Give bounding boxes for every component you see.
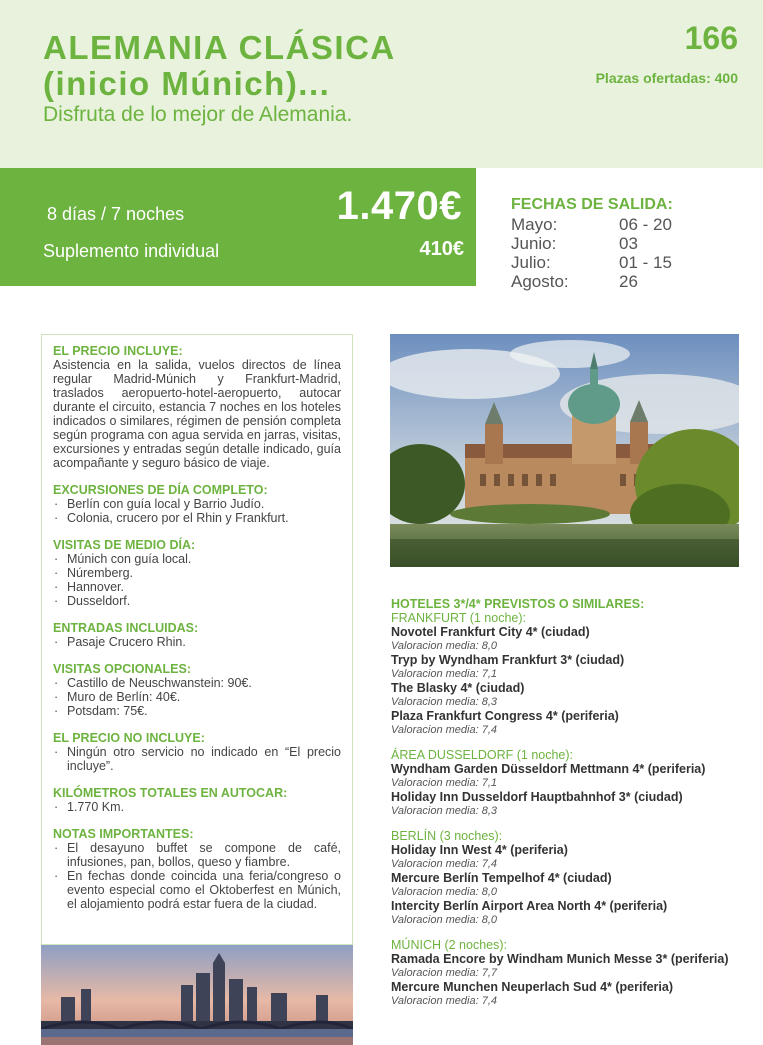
price-box (0, 168, 476, 286)
hotel-name: Mercure Berlín Tempelhof 4* (ciudad) (391, 871, 612, 885)
hotel-rating: Valoracion media: 8,0 (391, 914, 497, 926)
city-hall-photo (390, 334, 739, 567)
date-row (511, 272, 741, 291)
hotel-rating: Valoracion media: 7,4 (391, 724, 497, 736)
hotel-group-berlin (391, 829, 751, 927)
hotels-title: HOTELES 3*/4* PREVISTOS O SIMILARES: (391, 597, 645, 611)
tickets-section (53, 621, 341, 649)
list-item: · Ningún otro servicio no indicado en “El precio incluye”. (53, 745, 341, 773)
title-line-1: ALEMANIA CLÁSICA (43, 29, 396, 66)
includes-section (53, 344, 341, 470)
list-item: · Potsdam: 75€. (53, 704, 341, 718)
list-item: · Dusseldorf. (53, 594, 341, 608)
list-item: · Pasaje Crucero Rhin. (53, 635, 341, 649)
hotel-group-frankfurt (391, 611, 751, 737)
title-line-2: (inicio Múnich)... (43, 65, 331, 102)
hotel-name: The Blasky 4* (ciudad) (391, 681, 525, 695)
hotel-rating: Valoracion media: 8,0 (391, 886, 497, 898)
hotel-name: Mercure Munchen Neuperlach Sud 4* (periferia) (391, 980, 674, 994)
hotel-rating: Valoracion media: 8,3 (391, 696, 497, 708)
trip-duration: 8 días / 7 noches (47, 204, 185, 224)
list-item: · El desayuno buffet se compone de café, infusiones, pan, bollos, queso y fiambre. (53, 841, 341, 869)
hotel-rating: Valoracion media: 8,0 (391, 640, 497, 652)
hotel-rating: Valoracion media: 8,3 (391, 805, 497, 817)
page-subtitle: Disfruta de lo mejor de Alemania. (43, 103, 353, 126)
hotels-section (391, 597, 751, 1019)
date-month: Agosto: (511, 272, 569, 291)
hotel-name: Holiday Inn Dusseldorf Hauptbahnhof 3* (ciudad) (391, 790, 683, 804)
trip-price: 1.470€ (336, 184, 462, 228)
notes-section (53, 827, 341, 911)
hotel-name: Ramada Encore by Windham Munich Messe 3* (periferia) (391, 952, 729, 966)
hotel-name: Intercity Berlín Airport Area North 4* (periferia) (391, 899, 668, 913)
hotel-name: Novotel Frankfurt City 4* (ciudad) (391, 625, 590, 639)
date-month: Junio: (511, 234, 557, 253)
hotel-rating: Valoracion media: 7,1 (391, 668, 497, 680)
date-days: 03 (619, 234, 638, 253)
list-item: · 1.770 Km. (53, 800, 341, 814)
list-item: · En fechas donde coincida una feria/congreso o evento especial como el Oktoberfest en Múnich, el alojamiento podrá estar fuera de la ciudad. (53, 869, 341, 911)
list-item: · Núremberg. (53, 566, 341, 580)
page-number: 166 (684, 20, 738, 56)
date-days: 01 - 15 (619, 253, 672, 272)
date-month: Julio: (511, 253, 551, 272)
hotel-group-munich (391, 938, 751, 1008)
hotel-rating: Valoracion media: 7,4 (391, 858, 497, 870)
page-title (43, 30, 396, 102)
half-day-section (53, 538, 341, 608)
date-row (511, 215, 741, 234)
date-days: 06 - 20 (619, 215, 672, 234)
half-day-title: VISITAS DE MEDIO DÍA: (53, 538, 196, 552)
hotel-name: Plaza Frankfurt Congress 4* (periferia) (391, 709, 619, 723)
list-item: · Castillo de Neuschwanstein: 90€. (53, 676, 341, 690)
full-day-section (53, 483, 341, 525)
list-item: · Hannover. (53, 580, 341, 594)
optional-title: VISITAS OPCIONALES: (53, 662, 191, 676)
hotel-city: FRANKFURT (1 noche): (391, 611, 526, 625)
hotel-group-dusseldorf (391, 748, 751, 818)
hotel-name: Holiday Inn West 4* (periferia) (391, 843, 568, 857)
km-title: KILÓMETROS TOTALES EN AUTOCAR: (53, 786, 288, 800)
departure-dates-title: FECHAS DE SALIDA: (511, 196, 673, 213)
list-item: · Muro de Berlín: 40€. (53, 690, 341, 704)
plazas-ofertadas: Plazas ofertadas: 400 (595, 70, 738, 86)
hotel-rating: Valoracion media: 7,1 (391, 777, 497, 789)
hotel-city: BERLÍN (3 noches): (391, 829, 503, 843)
optional-section (53, 662, 341, 718)
hotel-rating: Valoracion media: 7,4 (391, 995, 497, 1007)
details-box (41, 334, 353, 945)
hotel-name: Tryp by Wyndham Frankfurt 3* (ciudad) (391, 653, 625, 667)
km-section (53, 786, 341, 814)
city-hall-illustration (390, 334, 739, 567)
date-month: Mayo: (511, 215, 558, 234)
not-included-section (53, 731, 341, 773)
supplement-label: Suplemento individual (43, 241, 220, 261)
includes-text: Asistencia en la salida, vuelos directos de línea regular Madrid-Múnich y Frankfurt-Madrid, traslados aeropuerto-hotel-aeropuerto, autocar durante el circuito, estancia 7 noches en los hoteles indicados o similares, régimen de pensión completa según programa con agua servida en jarras, visitas, excursiones y entradas según detalle indicado, guía acompañante y seguro básico de viaje. (53, 358, 341, 470)
tickets-title: ENTRADAS INCLUIDAS: (53, 621, 199, 635)
date-days: 26 (619, 272, 638, 291)
hotel-city: ÁREA DUSSELDORF (1 noche): (391, 748, 574, 762)
date-row (511, 253, 741, 272)
full-day-title: EXCURSIONES DE DÍA COMPLETO: (53, 483, 268, 497)
not-included-title: EL PRECIO NO INCLUYE: (53, 731, 205, 745)
hotel-rating: Valoracion media: 7,7 (391, 967, 497, 979)
supplement-value: 410€ (419, 238, 464, 260)
hotel-city: MÚNICH (2 noches): (391, 938, 507, 952)
skyline-illustration (41, 945, 353, 1045)
list-item: · Berlín con guía local y Barrio Judío. (53, 497, 341, 511)
header-band (0, 0, 763, 168)
list-item: · Colonia, crucero por el Rhin y Frankfurt. (53, 511, 341, 525)
frankfurt-skyline-photo (41, 945, 353, 1045)
includes-title: EL PRECIO INCLUYE: (53, 344, 183, 358)
hotel-name: Wyndham Garden Düsseldorf Mettmann 4* (periferia) (391, 762, 706, 776)
list-item: · Múnich con guía local. (53, 552, 341, 566)
departure-dates (511, 196, 741, 291)
notes-title: NOTAS IMPORTANTES: (53, 827, 194, 841)
date-row (511, 234, 741, 253)
